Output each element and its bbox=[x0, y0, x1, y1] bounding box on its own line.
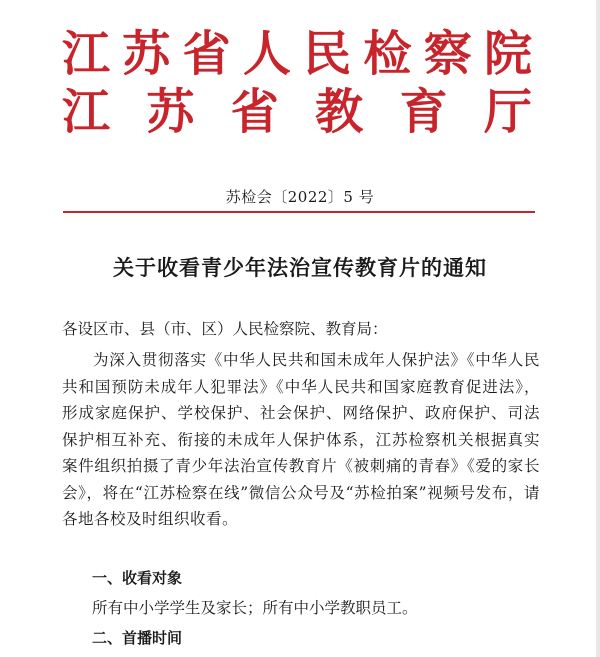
greeting: 各设区市、县（市、区）人民检察院、教育局： bbox=[62, 320, 388, 338]
issuer-char: 察 bbox=[423, 26, 472, 82]
document-number: 苏检会〔2022〕5 号 bbox=[225, 188, 375, 206]
section-heading-premiere-time: 二、首播时间 bbox=[92, 629, 183, 647]
issuer-char: 省 bbox=[182, 26, 231, 82]
issuer-char: 育 bbox=[399, 84, 448, 140]
document-title: 关于收看青少年法治宣传教育片的通知 bbox=[113, 255, 487, 280]
issuer-char: 民 bbox=[303, 26, 352, 82]
issuer-char: 省 bbox=[230, 84, 279, 140]
issuer-char: 检 bbox=[363, 26, 412, 82]
issuer-char: 苏 bbox=[146, 84, 195, 140]
issuer-char: 教 bbox=[315, 84, 364, 140]
page-edge-shadow bbox=[596, 0, 600, 657]
issuer-char: 人 bbox=[242, 26, 291, 82]
issuer-line-procuratorate bbox=[62, 28, 532, 80]
issuer-char: 院 bbox=[483, 26, 532, 82]
issuer-line-education-dept bbox=[62, 86, 532, 138]
issuer-char: 苏 bbox=[122, 26, 171, 82]
section-heading-audience: 一、收看对象 bbox=[92, 569, 183, 587]
issuer-char: 江 bbox=[62, 26, 111, 82]
body-paragraph: 为深入贯彻落实《中华人民共和国未成年人保护法》《中华人民共和国预防未成年人犯罪法》《中华人民共和国家庭教育促进法》，形成家庭保护、学校保护、社会保护、网络保护、政府保护、司法保护相互补充、衔接的未成年人保护体系，江苏检察机关根据真实案件组织拍摄了青少年法治宣传教育片《被刺痛的青春》《爱的家长会》，将在“江苏检察在线”微信公众号及“苏检拍案”视频号发布，请各地各校及时组织收看。 bbox=[62, 351, 540, 528]
issuer-char: 厅 bbox=[483, 84, 532, 140]
issuer-char: 江 bbox=[62, 84, 111, 140]
section-content-audience: 所有中小学学生及家长；所有中小学教职员工。 bbox=[92, 599, 418, 617]
red-divider bbox=[63, 211, 535, 213]
